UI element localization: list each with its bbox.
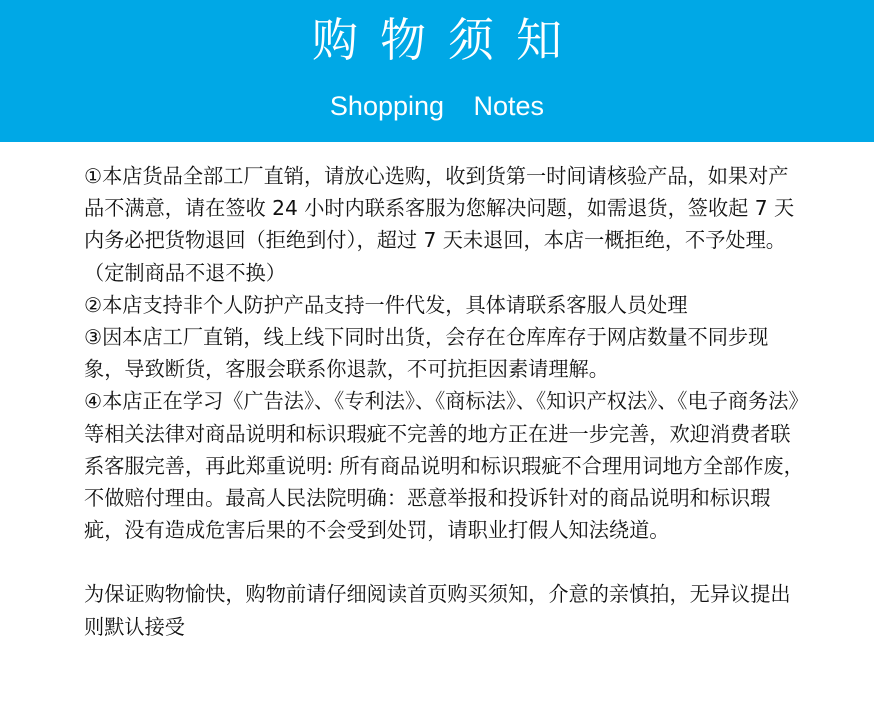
footer-note: 为保证购物愉快，购物前请仔细阅读首页购买须知，介意的亲慎拍，无异议提出则默认接受 <box>84 582 791 639</box>
note-item-3: ③因本店工厂直销，线上线下同时出货，会存在仓库库存于网店数量不同步现象，导致断货，客服会联系你退款，不可抗拒因素请理解。 <box>84 325 769 382</box>
notes-content <box>84 160 804 643</box>
note-item-1: ①本店货品全部工厂直销，请放心选购，收到货第一时间请核验产品，如果对产品不满意，请在签收 24 小时内联系客服为您解决问题，如需退货，签收起 7 天内务必把货物退回（拒绝到付），超过 7 天未退回，本店一概拒绝，不予处理。（定制商品不退不换） <box>84 164 795 285</box>
note-item-4: ④本店正在学习《广告法》、《专利法》、《商标法》、《知识产权法》、《电子商务法》等相关法律对商品说明和标识瑕疵不完善的地方正在进一步完善，欢迎消费者联系客服完善，再此郑重说明: 所有商品说明和标识瑕疵不合理用词地方全部作废，不做赔付理由。最高人民法院明确：恶意举报和投诉针对的商品说明和标识瑕疵，没有造成危害后果的不会受到处罚，请职业打假人知法绕道。 <box>84 389 804 543</box>
note-item-2: ②本店支持非个人防护产品支持一件代发，具体请联系客服人员处理 <box>84 292 688 317</box>
spacer <box>84 546 804 578</box>
page-subtitle: Shopping Notes <box>329 91 545 121</box>
header-banner <box>0 0 874 142</box>
page-title: 购物须知 <box>312 13 584 67</box>
